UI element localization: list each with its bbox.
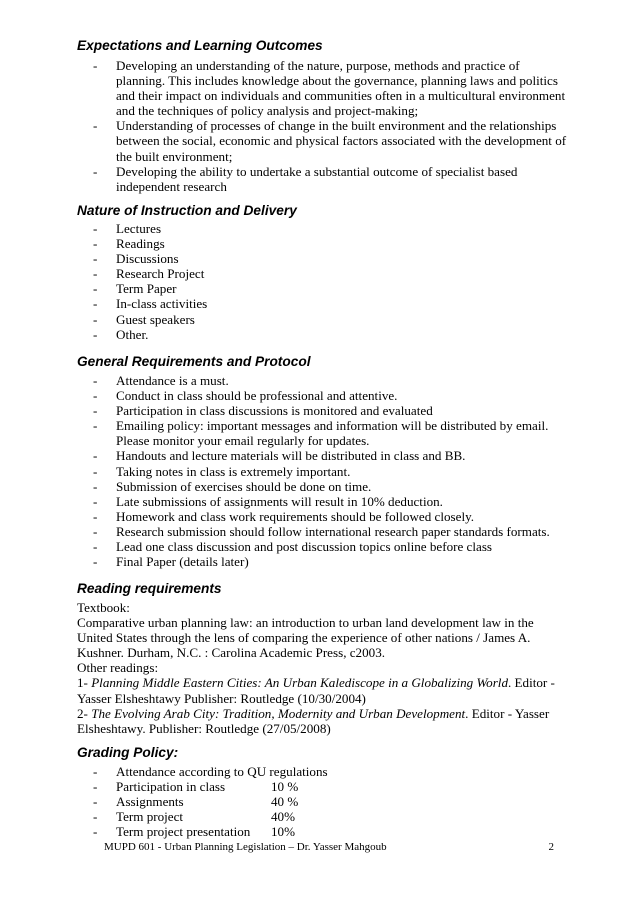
list-item: - Final Paper (details later): [93, 554, 568, 569]
list-item: - Guest speakers: [93, 312, 568, 327]
other-reading-2: 2- The Evolving Arab City: Tradition, Modernity and Urban Development. Editor - Yasser Elsheshtawy. Publisher: Routledge (27/05/2008): [77, 705, 550, 736]
grading-item: - Assignments 40 %: [93, 794, 568, 809]
other-readings-label: Other readings:: [77, 660, 159, 676]
list-item: - Late submissions of assignments will result in 10% deduction.: [93, 494, 568, 509]
grading-item: - Participation in class 10 %: [93, 779, 568, 794]
list-item: - Conduct in class should be professional and attentive.: [93, 388, 568, 403]
expectations-list: [93, 58, 568, 194]
grading-list: [93, 764, 568, 839]
requirements-heading: General Requirements and Protocol: [77, 354, 311, 369]
grading-value: 40 %: [271, 794, 299, 810]
page-number: 2: [548, 841, 554, 853]
reading-heading: Reading requirements: [77, 581, 222, 596]
list-item: - Discussions: [93, 251, 568, 266]
grading-value: 10 %: [271, 779, 299, 795]
list-item: - Research submission should follow international research paper standards formats.: [93, 524, 568, 539]
grading-value: 40%: [271, 809, 296, 825]
instruction-heading: Nature of Instruction and Delivery: [77, 203, 297, 218]
list-item: - Handouts and lecture materials will be distributed in class and BB.: [93, 448, 568, 463]
list-item: - Readings: [93, 236, 568, 251]
list-item: - Term Paper: [93, 281, 568, 296]
footer-text: MUPD 601 - Urban Planning Legislation – Dr. Yasser Mahgoub: [104, 841, 387, 853]
list-item: - Developing the ability to undertake a substantial outcome of specialist based independent research: [93, 164, 568, 194]
list-item: - Lead one class discussion and post discussion topics online before class: [93, 539, 568, 554]
list-item: - Participation in class discussions is monitored and evaluated: [93, 403, 568, 418]
list-item: - Lectures: [93, 221, 568, 236]
textbook-label: Textbook:: [77, 600, 130, 615]
list-item: - Homework and class work requirements should be followed closely.: [93, 509, 568, 524]
list-item: - Taking notes in class is extremely important.: [93, 464, 568, 479]
list-item: - Understanding of processes of change in the built environment and the relationships between the social, economic and physical factors associated with the development of the built environment;: [93, 118, 568, 163]
list-item: - Other.: [93, 327, 568, 342]
list-item: - Submission of exercises should be done on time.: [93, 479, 568, 494]
list-item: - In-class activities: [93, 296, 568, 311]
page-footer: [104, 841, 554, 854]
other-reading-1: 1- Planning Middle Eastern Cities: An Urban Kalediscope in a Globalizing World. Editor - Yasser Elsheshtawy Publisher: Routledge (10/30/2004): [77, 675, 555, 706]
textbook-citation: Comparative urban planning law: an introduction to urban land development law in the United States through the lens of comparing the experience of other nations / James A. Kushner. Durham, N.C. : Carolina Academic Press, c2003.: [77, 615, 534, 661]
grading-item: - Attendance according to QU regulations: [93, 764, 568, 779]
list-item: - Developing an understanding of the nature, purpose, methods and practice of planning. This includes knowledge about the governance, planning laws and politics and their impact on individuals and communities often in a multicultural environment and the techniques of policy analysis and project-making;: [93, 58, 568, 118]
list-item: - Research Project: [93, 266, 568, 281]
requirements-list: [93, 373, 568, 569]
grading-value: 10%: [271, 824, 296, 840]
instruction-list: [93, 221, 568, 342]
expectations-heading: Expectations and Learning Outcomes: [77, 38, 323, 53]
list-item: - Attendance is a must.: [93, 373, 568, 388]
grading-item: - Term project presentation 10%: [93, 824, 568, 839]
reading-section: [77, 600, 563, 736]
grading-item: - Term project 40%: [93, 809, 568, 824]
list-item: - Emailing policy: important messages and information will be distributed by email. Please monitor your email regularly for updates.: [93, 418, 568, 448]
grading-heading: Grading Policy:: [77, 745, 179, 760]
